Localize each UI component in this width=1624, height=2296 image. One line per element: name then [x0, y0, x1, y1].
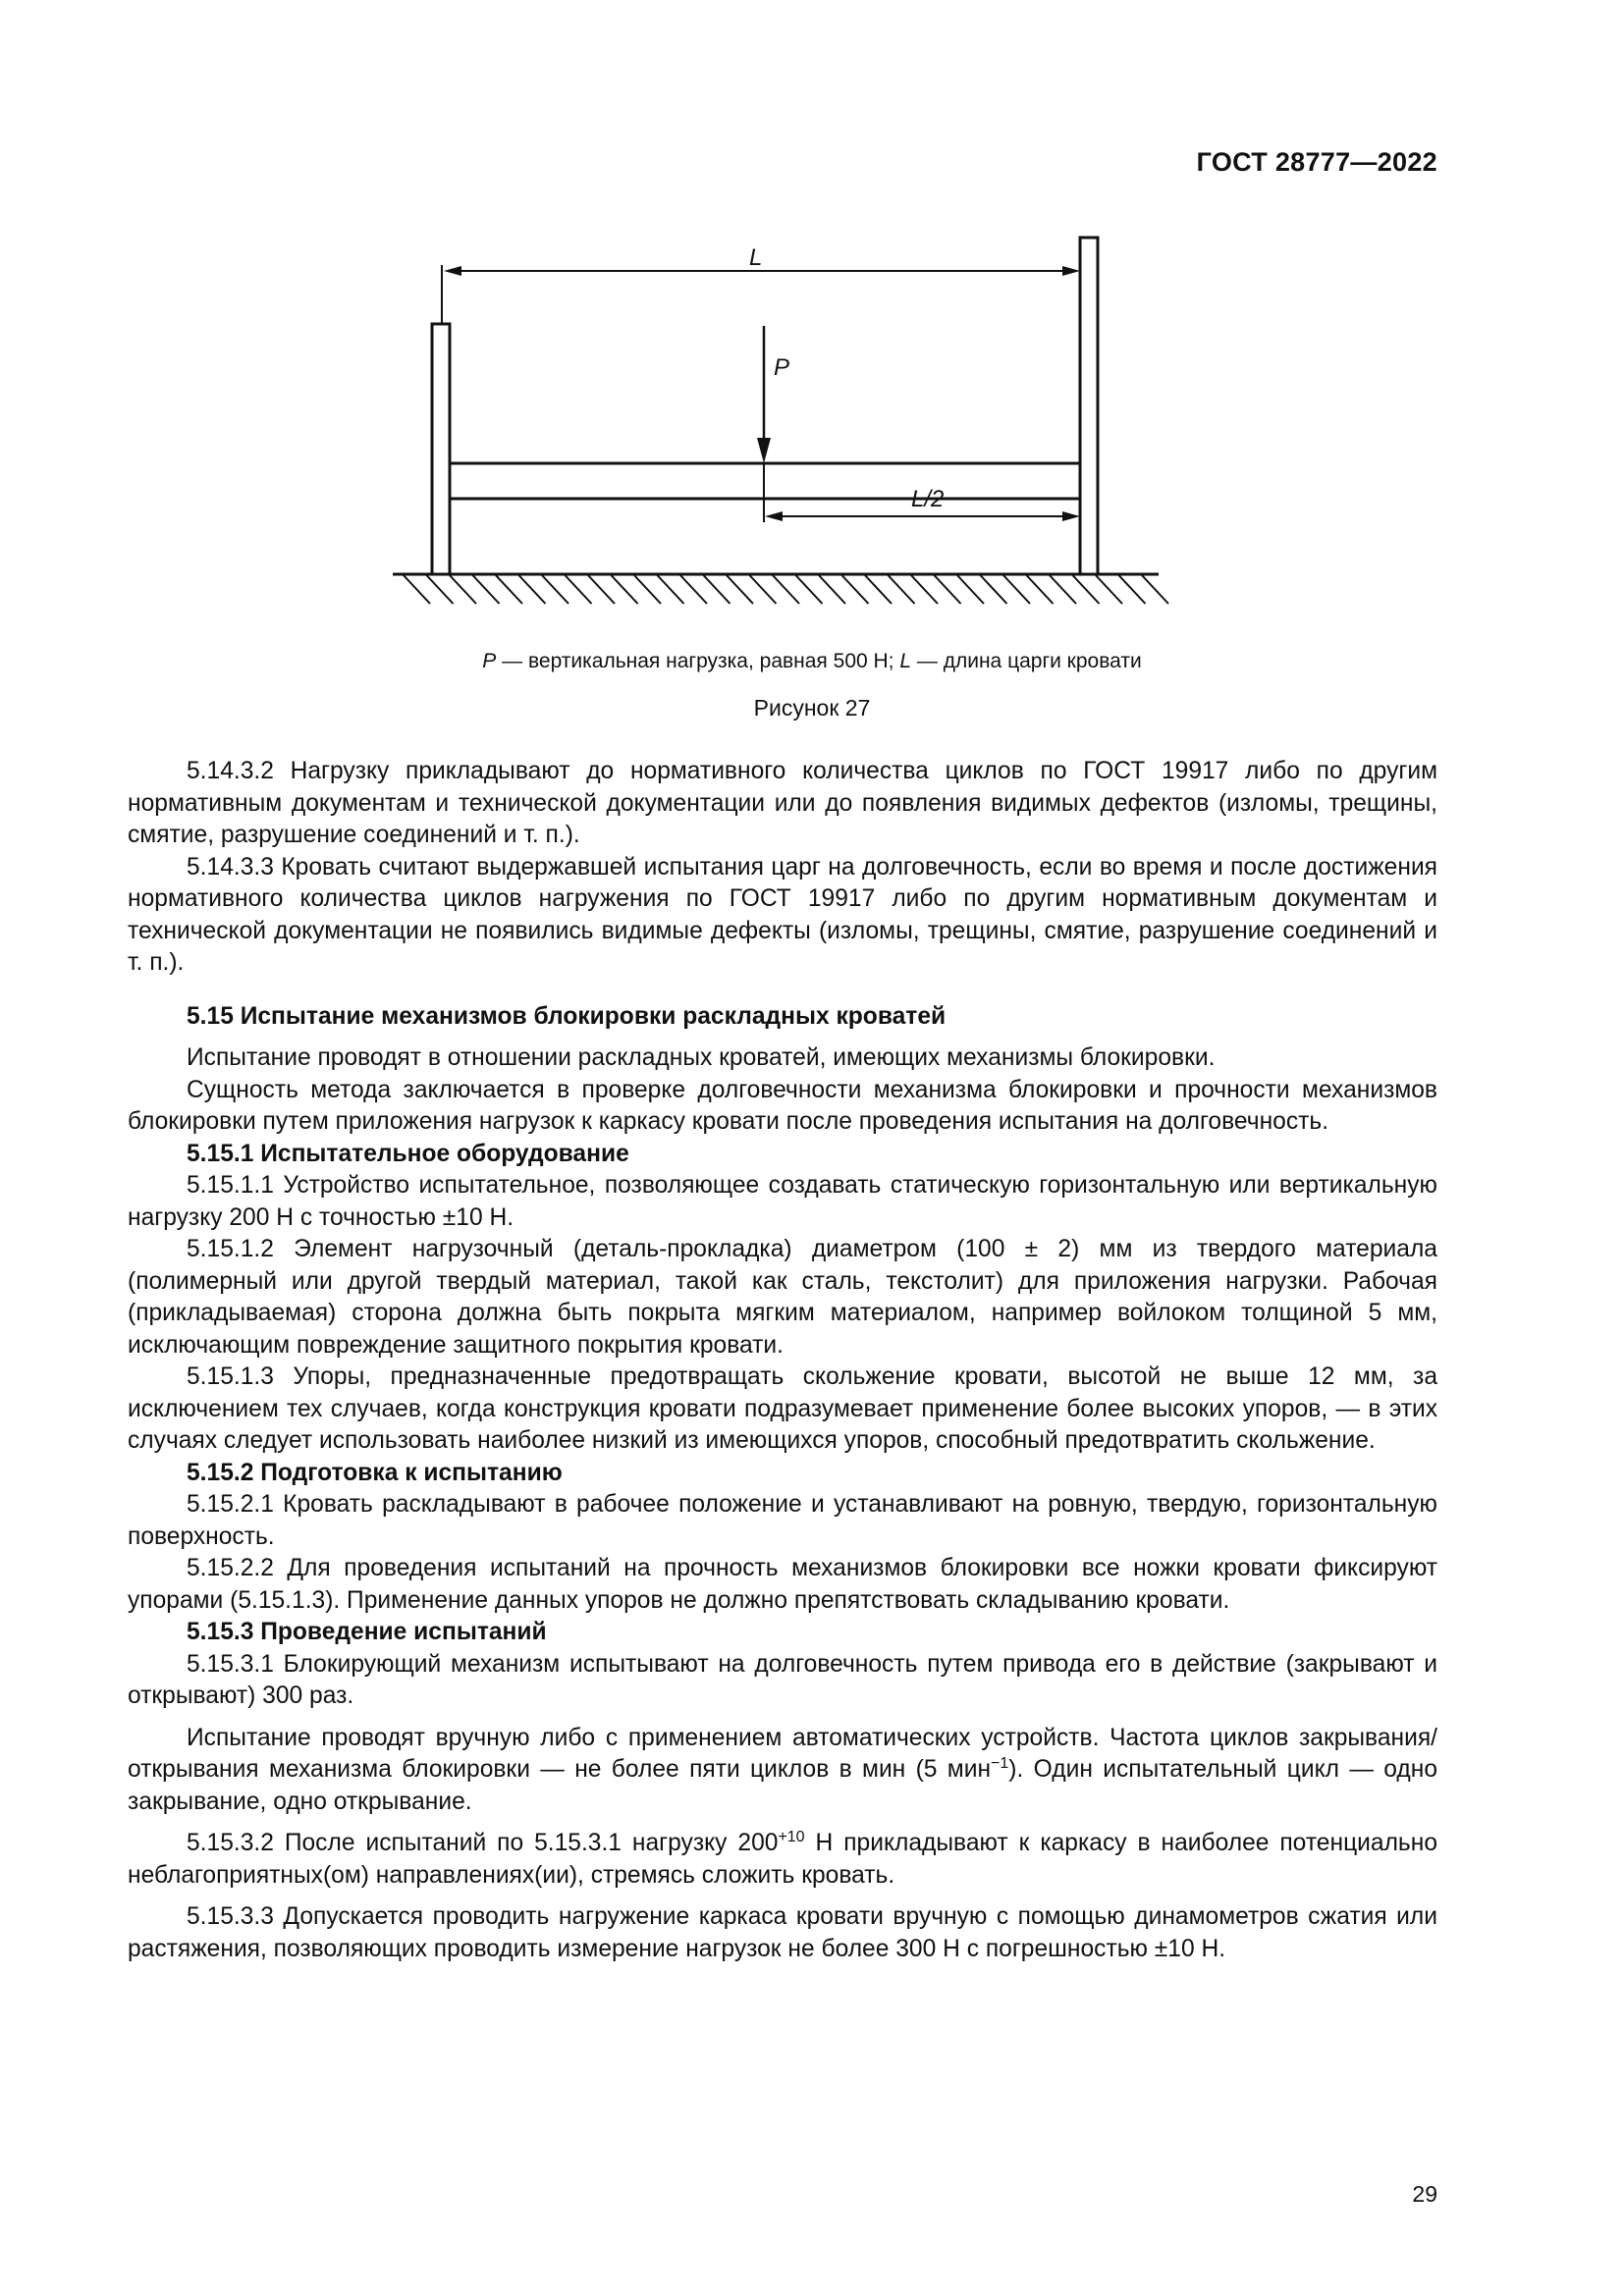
section-heading-5-15: 5.15 Испытание механизмов блокировки раскладных кроватей — [187, 1002, 947, 1030]
hatch-stroke — [1049, 574, 1076, 604]
hatch-stroke — [1072, 574, 1100, 604]
load-arrowhead — [757, 438, 771, 463]
hatch-stroke — [841, 574, 869, 604]
paragraph-5-15-method: Сущность метода заключается в проверке долговечности механизма блокировки и прочности механизмов блокировки путем приложения нагрузок к каркасу кровати после проведения испытания на долговечность. — [128, 1076, 1437, 1135]
hatch-stroke — [611, 574, 638, 604]
l2-arrow-right — [1062, 511, 1080, 521]
l2-arrow-left — [765, 511, 783, 521]
hatch-stroke — [587, 574, 615, 604]
hatch-stroke — [1118, 574, 1146, 604]
floor-hatching — [403, 574, 1168, 604]
legend-L-symbol: L — [899, 650, 912, 672]
hatch-stroke — [956, 574, 984, 604]
paragraph-5-15-1-2: 5.15.1.2 Элемент нагрузочный (деталь-прокладка) диаметром (100 ± 2) мм из твердого материала (полимерный или другой твердый материал, такой как сталь, текстолит) для приложения нагрузки. Рабочая (прикладываемая) сторона должна быть покрыта мягким материалом, например войлоком толщиной 5 мм, исключающим повреждение защитного покрытия кровати. — [128, 1236, 1437, 1359]
hatch-stroke — [1002, 574, 1030, 604]
subsection-heading-5-15-1: 5.15.1 Испытательное оборудование — [187, 1140, 629, 1167]
figure-legend — [0, 650, 1624, 673]
left-post — [432, 324, 450, 574]
hatch-stroke — [449, 574, 476, 604]
hatch-stroke — [565, 574, 592, 604]
hatch-stroke — [426, 574, 454, 604]
hatch-stroke — [749, 574, 777, 604]
legend-P-symbol: P — [482, 650, 497, 672]
hatch-stroke — [1141, 574, 1168, 604]
l-arrow-right — [1062, 266, 1080, 276]
hatch-stroke — [795, 574, 823, 604]
right-post — [1080, 238, 1098, 574]
hatch-stroke — [888, 574, 915, 604]
hatch-stroke — [403, 574, 430, 604]
subsection-heading-5-15-3: 5.15.3 Проведение испытаний — [187, 1619, 547, 1645]
hatch-stroke — [518, 574, 546, 604]
paragraph-5-15-1-1: 5.15.1.1 Устройство испытательное, позволяющее создавать статическую горизонтальную или вертикальную нагрузку 200 Н с точностью ±10 Н. — [128, 1172, 1437, 1231]
hatch-stroke — [657, 574, 684, 604]
hatch-stroke — [1095, 574, 1122, 604]
hatch-stroke — [726, 574, 753, 604]
document-header: ГОСТ 28777—2022 — [1196, 147, 1437, 177]
paragraph-5-15-3-3: 5.15.3.3 Допускается проводить нагружение каркаса кровати вручную с помощью динамометров сжатия или растяжения, позволяющих проводить измерение нагрузок не более 300 Н с погрешностью ±10 Н. — [128, 1903, 1437, 1962]
hatch-stroke — [818, 574, 845, 604]
legend-text-1: — вертикальная нагрузка, равная 500 Н; — [496, 650, 900, 672]
text-run: Н прикладывают к каркасу в наиболее потенциально неблагоприятных(ом) направлениях(ии), стремясь сложить кровать. — [128, 1830, 1437, 1889]
hatch-stroke — [980, 574, 1007, 604]
paragraph-5-15-scope: Испытание проводят в отношении раскладных кроватей, имеющих механизмы блокировки. — [187, 1044, 1216, 1071]
paragraph-5-15-1-3: 5.15.1.3 Упоры, предназначенные предотвращать скольжение кровати, высотой не выше 12 мм, за исключением тех случаев, когда конструкция кровати подразумевает применение более высоких упоров, — в этих случаях следует использовать наиболее низкий из имеющихся упоров, способный предотвратить скольжение. — [128, 1363, 1437, 1454]
hatch-stroke — [633, 574, 661, 604]
paragraph-5-15-3-1-manual — [128, 1723, 1437, 1819]
hatch-stroke — [864, 574, 892, 604]
paragraph-5-15-3-1: 5.15.3.1 Блокирующий механизм испытывают на долговечность путем привода его в действие (закрывают и открывают) 300 раз. — [128, 1650, 1437, 1709]
paragraph-5-15-2-2: 5.15.2.2 Для проведения испытаний на прочность механизмов блокировки все ножки кровати фиксируют упорами (5.15.1.3). Применение данных упоров не должно препятствовать складыванию кровати. — [128, 1555, 1437, 1614]
paragraph-5-15-3-2 — [128, 1828, 1437, 1892]
label-L: L — [749, 244, 763, 271]
paragraph-5-14-3-2: 5.14.3.2 Нагрузку прикладывают до нормативного количества циклов по ГОСТ 19917 либо по другим нормативным документам и технической документации или до появления видимых дефектов (изломы, трещины, смятие, разрушение соединений и т. п.). — [128, 758, 1437, 848]
figure-27-diagram — [393, 226, 1178, 638]
paragraph-5-14-3-3: 5.14.3.3 Кровать считают выдержавшей испытания царг на долговечность, если во время и после достижения нормативного количества циклов нагружения по ГОСТ 19917 либо по другим нормативным документам и технической документации не появились видимые дефекты (изломы, трещины, смятие, разрушение соединений и т. п.). — [128, 853, 1437, 976]
bed-rail-load-diagram — [393, 226, 1178, 638]
superscript: −1 — [991, 1754, 1009, 1772]
hatch-stroke — [472, 574, 500, 604]
legend-text-2: — длина царги кровати — [911, 650, 1142, 672]
body-text — [128, 756, 1437, 1965]
text-run: 5.15.3.2 После испытаний по 5.15.3.1 нагрузку 200 — [187, 1830, 779, 1856]
hatch-stroke — [934, 574, 961, 604]
hatch-stroke — [910, 574, 938, 604]
paragraph-5-15-2-1: 5.15.2.1 Кровать раскладывают в рабочее положение и устанавливают на ровную, твердую, горизонтальную поверхность. — [128, 1491, 1437, 1550]
text-run: ). Один испытательный цикл — одно закрывание, одно открывание. — [128, 1756, 1437, 1815]
label-L2: L/2 — [911, 486, 945, 512]
hatch-stroke — [495, 574, 522, 604]
figure-caption: Рисунок 27 — [753, 695, 871, 721]
superscript: +10 — [778, 1828, 805, 1845]
page-number: 29 — [1412, 2181, 1437, 2207]
subsection-heading-5-15-2: 5.15.2 Подготовка к испытанию — [187, 1459, 563, 1486]
text-run: Испытание проводят вручную либо с применением автоматических устройств. Частота циклов закрывания/открывания механизма блокировки — не более пяти циклов в мин (5 мин — [128, 1724, 1437, 1783]
hatch-stroke — [679, 574, 707, 604]
label-P: P — [774, 354, 790, 381]
l-arrow-left — [444, 266, 461, 276]
hatch-stroke — [703, 574, 731, 604]
hatch-stroke — [772, 574, 799, 604]
hatch-stroke — [541, 574, 568, 604]
hatch-stroke — [1026, 574, 1054, 604]
